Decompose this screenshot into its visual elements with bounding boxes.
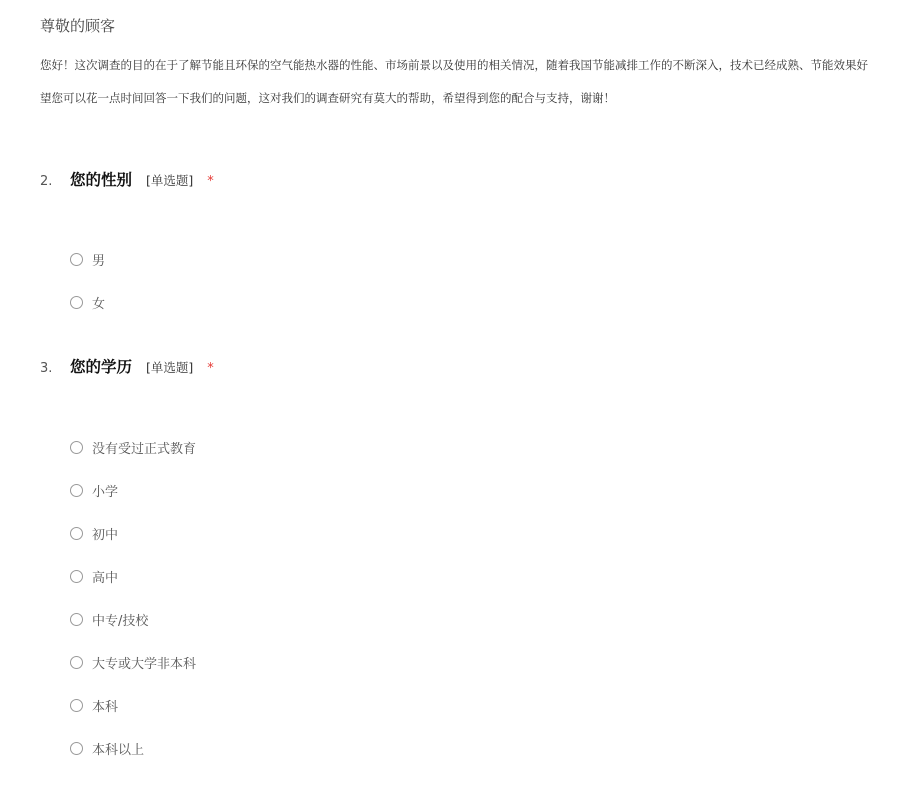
question-number: 3. bbox=[40, 361, 53, 376]
option-college-non-bachelor[interactable] bbox=[70, 641, 860, 684]
radio-button[interactable] bbox=[70, 441, 83, 454]
question-header bbox=[40, 355, 860, 379]
question-title: 您的性别 bbox=[70, 171, 133, 189]
option-primary-school[interactable] bbox=[70, 469, 860, 512]
question-number: 2. bbox=[40, 174, 53, 189]
radio-button[interactable] bbox=[70, 253, 83, 266]
option-label: 中专/技校 bbox=[92, 614, 149, 629]
option-label: 女 bbox=[92, 297, 106, 312]
option-label: 小学 bbox=[92, 485, 119, 500]
radio-button[interactable] bbox=[70, 296, 83, 309]
option-label: 没有受过正式教育 bbox=[92, 442, 197, 457]
option-bachelor[interactable] bbox=[70, 684, 860, 727]
intro-text-line-2: 望您可以花一点时间回答一下我们的问题，这对我们的调查研究有莫大的帮助，希望得到您的配合与支持，谢谢！ bbox=[40, 91, 615, 105]
option-label: 大专或大学非本科 bbox=[92, 657, 197, 672]
radio-button[interactable] bbox=[70, 742, 83, 755]
radio-button[interactable] bbox=[70, 484, 83, 497]
radio-button[interactable] bbox=[70, 656, 83, 669]
options-list bbox=[70, 238, 860, 324]
option-no-formal-education[interactable] bbox=[70, 426, 860, 469]
question-gender bbox=[40, 168, 860, 324]
option-label: 高中 bbox=[92, 571, 119, 586]
option-female[interactable] bbox=[70, 281, 860, 324]
question-header bbox=[40, 168, 860, 192]
required-mark: * bbox=[207, 174, 214, 189]
required-mark: * bbox=[207, 361, 214, 376]
option-male[interactable] bbox=[70, 238, 860, 281]
question-type-label: [单选题] bbox=[146, 173, 194, 188]
option-above-bachelor[interactable] bbox=[70, 727, 860, 770]
options-list bbox=[70, 426, 860, 770]
radio-button[interactable] bbox=[70, 613, 83, 626]
option-label: 本科 bbox=[92, 700, 119, 715]
radio-button[interactable] bbox=[70, 527, 83, 540]
option-label: 初中 bbox=[92, 528, 119, 543]
option-senior-high[interactable] bbox=[70, 555, 860, 598]
option-label: 男 bbox=[92, 254, 106, 269]
option-vocational[interactable] bbox=[70, 598, 860, 641]
option-label: 本科以上 bbox=[92, 743, 145, 758]
question-title: 您的学历 bbox=[70, 358, 133, 376]
radio-button[interactable] bbox=[70, 699, 83, 712]
radio-button[interactable] bbox=[70, 570, 83, 583]
option-junior-high[interactable] bbox=[70, 512, 860, 555]
question-education bbox=[40, 355, 860, 770]
question-type-label: [单选题] bbox=[146, 360, 194, 375]
intro-text-line-1: 您好！这次调查的目的在于了解节能且环保的空气能热水器的性能、市场前景以及使用的相关情况，随着我国节能减排工作的不断深入，技术已经成熟、节能效果好 bbox=[40, 58, 868, 72]
greeting-heading: 尊敬的顾客 bbox=[40, 17, 116, 35]
